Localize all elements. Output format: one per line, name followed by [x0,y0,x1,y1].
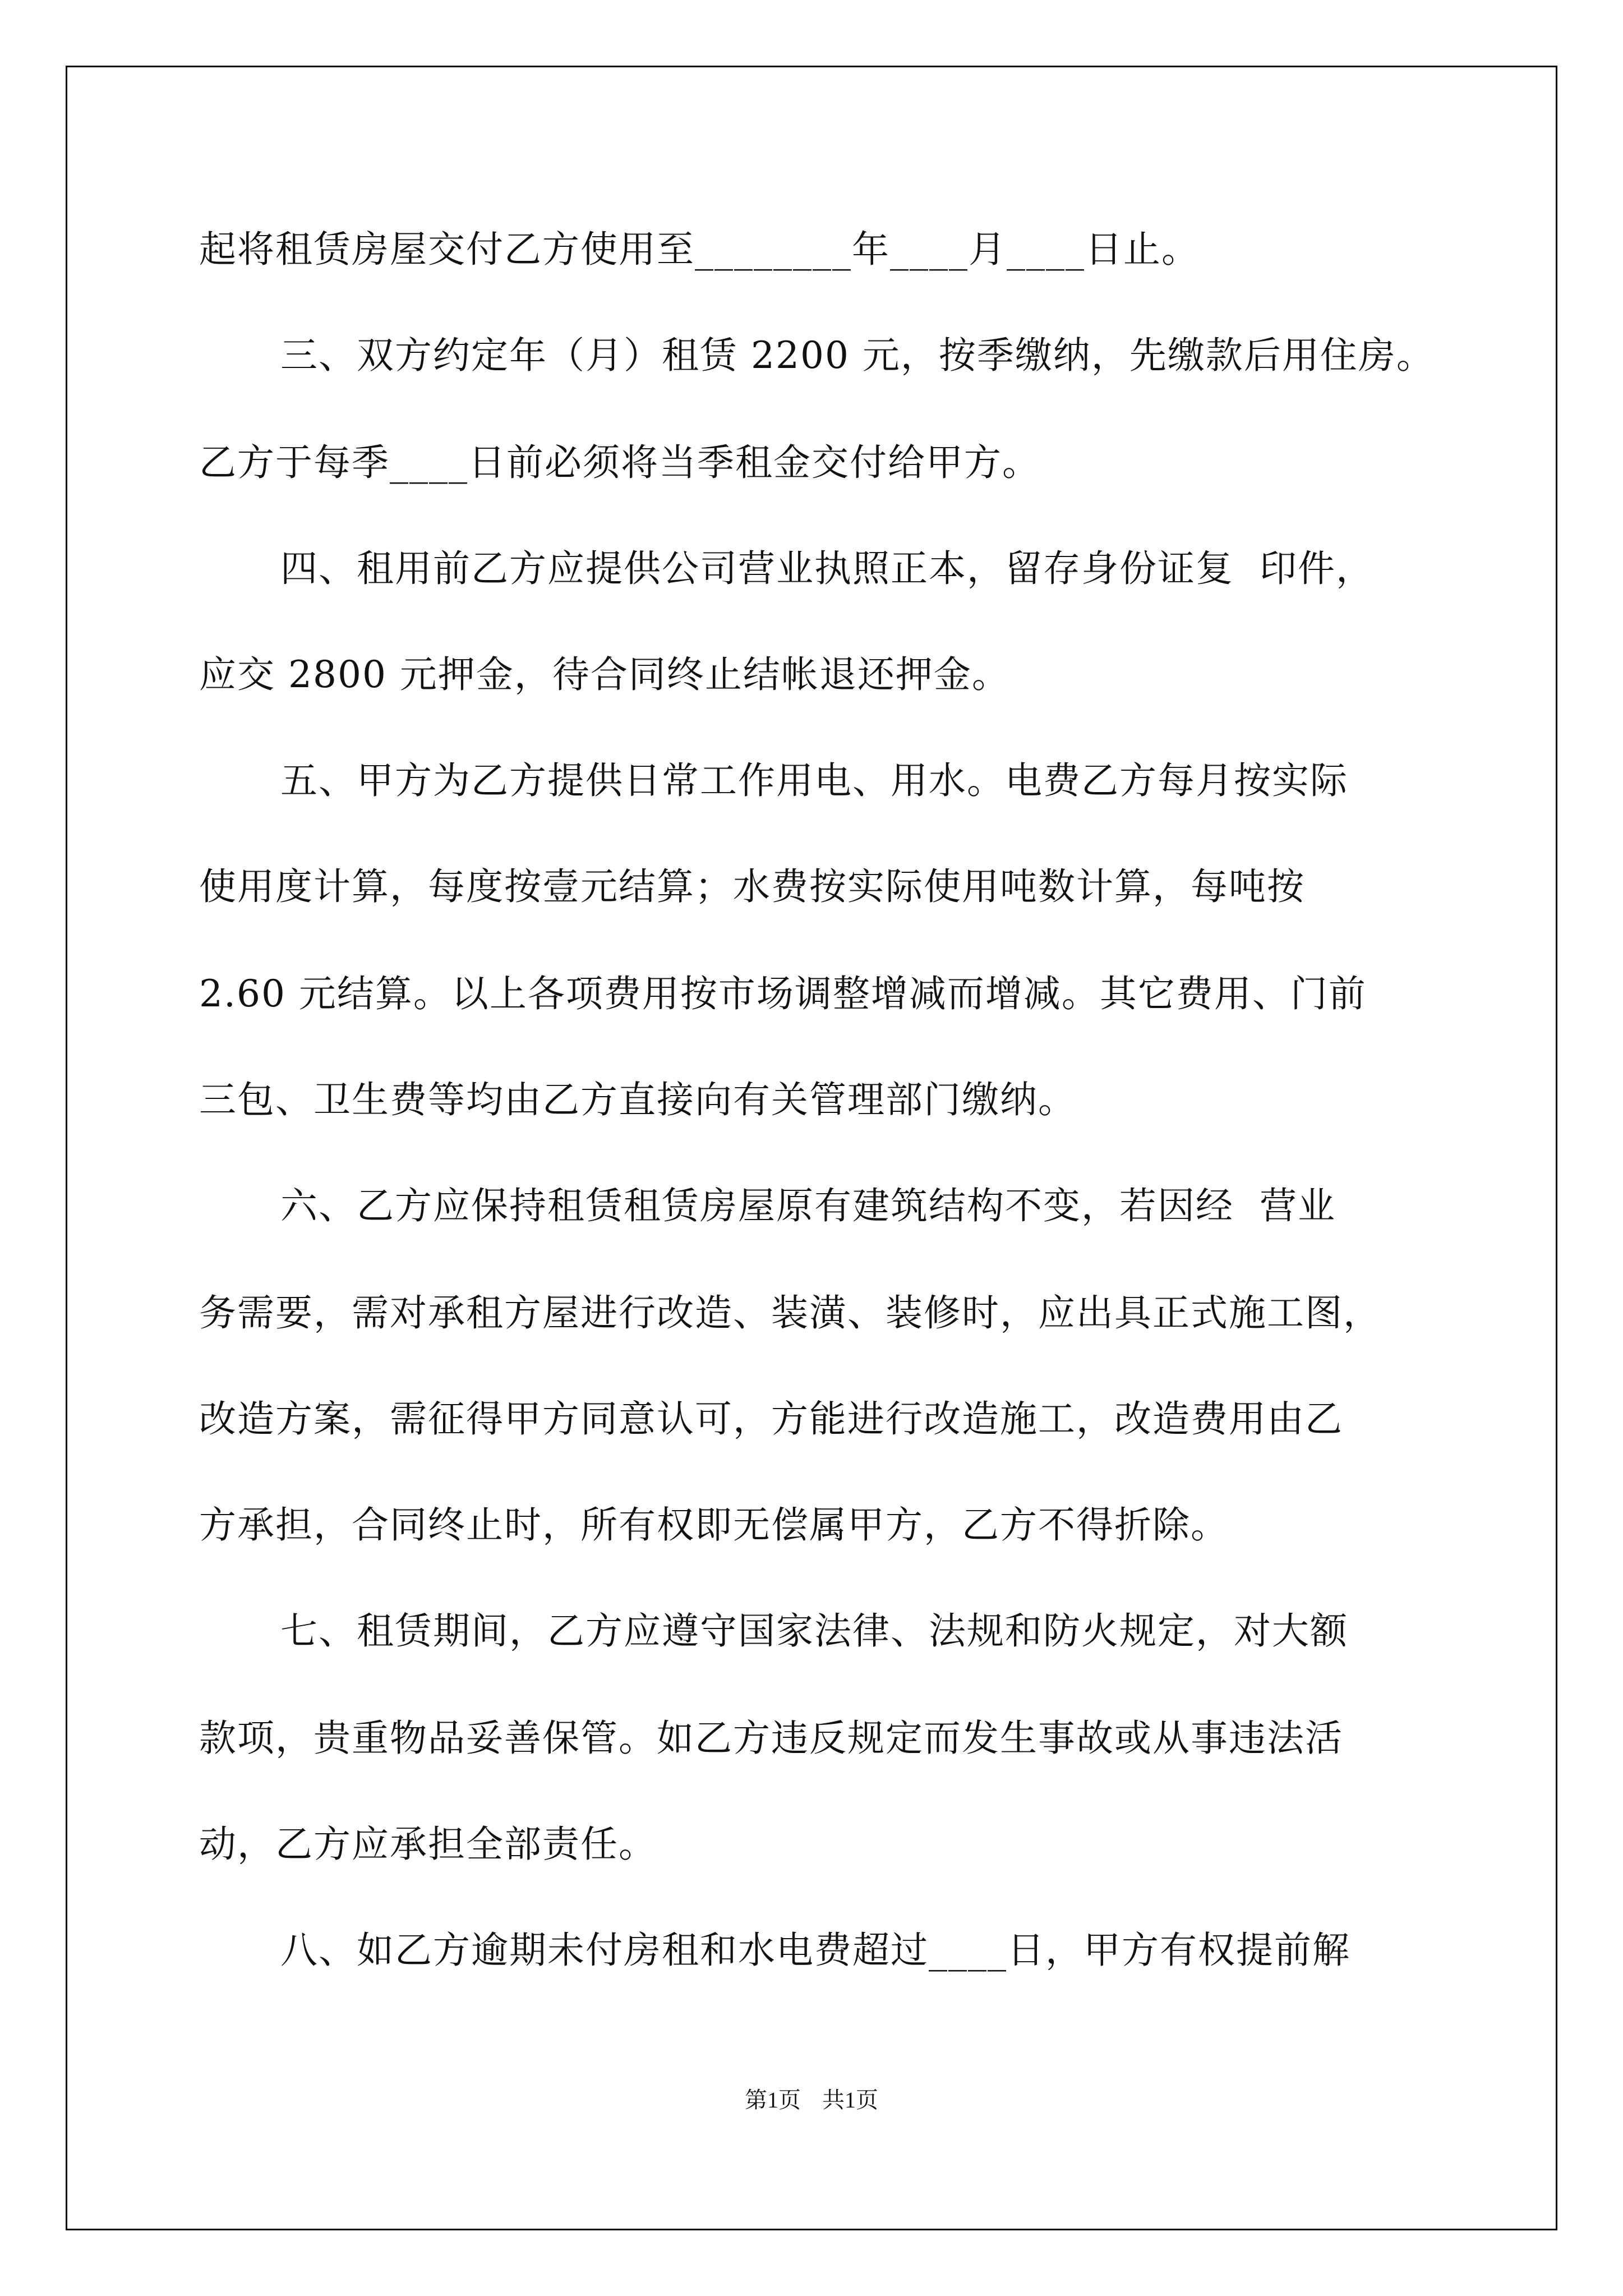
text-line-6: 五、甲方为乙方提供日常工作用电、用水。电费乙方每月按实际 [280,759,1348,802]
text-line-1: 起将租赁房屋交付乙方使用至________年____月____日止。 [199,228,1200,271]
page-footer [0,2083,1623,2117]
text-line-5: 应交 2800 元押金，待合同终止结帐退还押金。 [199,653,1010,696]
text-line-12: 改造方案，需征得甲方同意认可，方能进行改造施工，改造费用由乙 [199,1397,1343,1441]
text-line-4: 四、租用前乙方应提供公司营业执照正本，留存身份证复 印件， [280,547,1374,590]
text-line-17: 八、如乙方逾期未付房租和水电费超过____日，甲方有权提前解 [280,1929,1350,1972]
text-line-13: 方承担，合同终止时，所有权即无偿属甲方，乙方不得折除。 [199,1503,1229,1547]
page-number-current: 第1页 [745,2087,801,2113]
text-line-8: 2.60 元结算。以上各项费用按市场调整增减而增减。其它费用、门前 [199,972,1367,1015]
text-line-2: 三、双方约定年（月）租赁 2200 元，按季缴纳，先缴款后用住房。 [280,334,1435,377]
text-line-3: 乙方于每季____日前必须将当季租金交付给甲方。 [199,441,1040,484]
text-line-15: 款项，贵重物品妥善保管。如乙方违反规定而发生事故或从事违法活 [199,1717,1343,1760]
text-line-9: 三包、卫生费等均由乙方直接向有关管理部门缴纳。 [199,1078,1076,1121]
page-number-total: 共1页 [822,2087,878,2113]
text-line-16: 动，乙方应承担全部责任。 [199,1823,657,1866]
page-border [66,66,1557,2230]
text-line-11: 务需要，需对承租方屋进行改造、装潢、装修时，应出具正式施工图， [199,1291,1381,1335]
text-line-14: 七、租赁期间，乙方应遵守国家法律、法规和防火规定，对大额 [280,1609,1348,1653]
text-line-10: 六、乙方应保持租赁租赁房屋原有建筑结构不变，若因经 营业 [280,1184,1336,1227]
text-line-7: 使用度计算，每度按壹元结算；水费按实际使用吨数计算，每吨按 [199,865,1305,908]
